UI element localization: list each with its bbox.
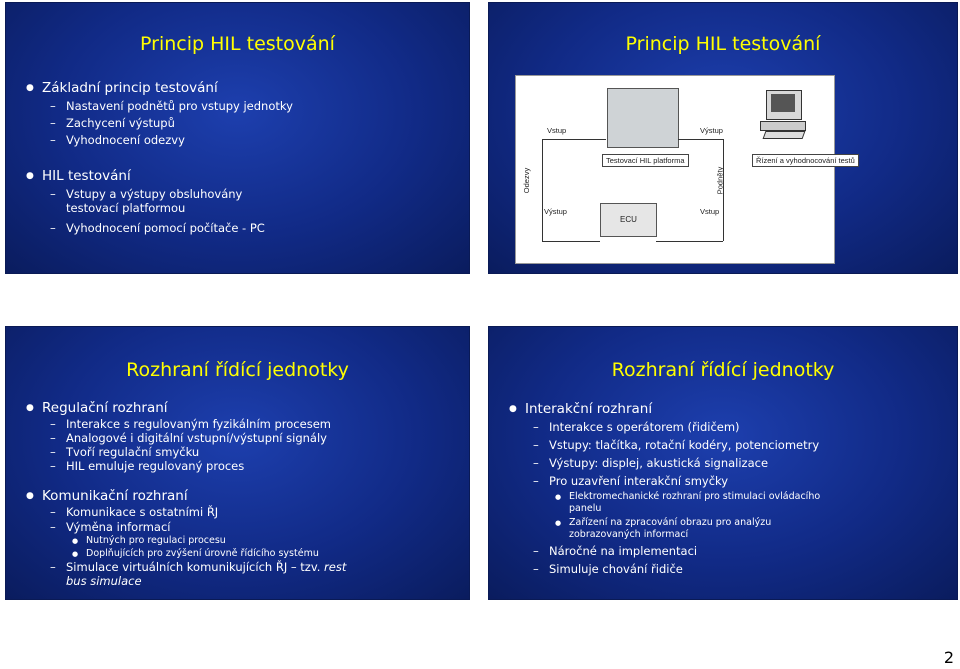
bullet-level1: ● Regulační rozhraní [26, 400, 168, 416]
vstup-bottom-label: Vstup [700, 207, 720, 216]
hil-platform-rack [607, 88, 679, 148]
bullet-level1: ● Komunikační rozhraní [26, 488, 188, 504]
bullet-level2: – Vstupy: tlačítka, rotační kodéry, potenciometry [533, 438, 820, 452]
italic-term: rest bus simulace [66, 560, 347, 588]
bullet-level3: ● Zařízení na zpracování obrazu pro analýzu zobrazovaných informací [555, 517, 772, 540]
bullet-level3: ● Elektromechanické rozhraní pro stimulaci ovládacího panelu [555, 491, 821, 514]
slide-2 [488, 2, 958, 274]
slide-1 [5, 2, 470, 274]
bullet-level2: – Výstupy: displej, akustická signalizace [533, 456, 769, 470]
connector-line [678, 139, 723, 140]
slide-4 [488, 326, 958, 600]
bullet-level2: – Simulace virtuálních komunikujících ŘJ – tzv. rest bus simulace [50, 560, 347, 588]
ecu-label: ECU [620, 215, 637, 224]
bullet-level1: ● Základní princip testování [26, 80, 218, 96]
bullet-level2: – Náročné na implementaci [533, 544, 698, 558]
bullet-level2: – Simuluje chování řidiče [533, 562, 683, 576]
hil-diagram [515, 75, 855, 264]
bullet-level2: – Vyhodnocení pomocí počítače - PC [50, 221, 265, 235]
computer-icon [760, 90, 808, 140]
bullet-level2: – Tvoří regulační smyčku [50, 445, 200, 459]
bullet-level2: – Pro uzavření interakční smyčky [533, 474, 729, 488]
connector-line [656, 241, 723, 242]
vystup-top-label: Výstup [700, 126, 723, 135]
bullet-level2: – Nastavení podnětů pro vstupy jednotky [50, 99, 293, 113]
ecu-box [600, 203, 657, 237]
bullet-level2: – HIL emuluje regulovaný proces [50, 459, 245, 473]
bullet-level2: – Vstupy a výstupy obsluhovány testovací platformou [50, 187, 243, 215]
bullet-level2: – Interakce s regulovaným fyzikálním procesem [50, 417, 331, 431]
platform-label: Testovací HIL platforma [602, 154, 689, 167]
slide-title: Rozhraní řídící jednotky [611, 359, 835, 381]
slide-title: Princip HIL testování [625, 33, 821, 55]
bullet-level2: – Interakce s operátorem (řidičem) [533, 420, 740, 434]
bullet-level2: – Vyhodnocení odezvy [50, 133, 185, 147]
bullet-level2: – Výměna informací [50, 520, 171, 534]
bullet-level3: ● Nutných pro regulaci procesu [72, 535, 226, 546]
connector-line [542, 139, 606, 140]
connector-line [542, 139, 543, 241]
bullet-level3: ● Doplňujících pro zvýšení úrovně řídícího systému [72, 548, 319, 559]
odezvy-label: Odezvy [522, 167, 532, 194]
podnety-label: Podněty [715, 166, 725, 195]
slide-3 [5, 326, 470, 600]
connector-line [542, 241, 600, 242]
vystup-bottom-label: Výstup [544, 207, 567, 216]
bullet-level2: – Analogové i digitální vstupní/výstupní signály [50, 431, 327, 445]
bullet-level2: – Zachycení výstupů [50, 116, 175, 130]
bullet-level2: – Komunikace s ostatními ŘJ [50, 505, 219, 519]
bullet-level1: ● HIL testování [26, 168, 131, 184]
page-number: 2 [943, 648, 954, 667]
pc-label: Řízení a vyhodnocování testů [752, 154, 859, 167]
slide-title: Princip HIL testování [140, 33, 335, 55]
vstup-top-label: Vstup [547, 126, 567, 135]
bullet-level1: ● Interakční rozhraní [509, 401, 653, 417]
slide-title: Rozhraní řídící jednotky [126, 359, 349, 381]
